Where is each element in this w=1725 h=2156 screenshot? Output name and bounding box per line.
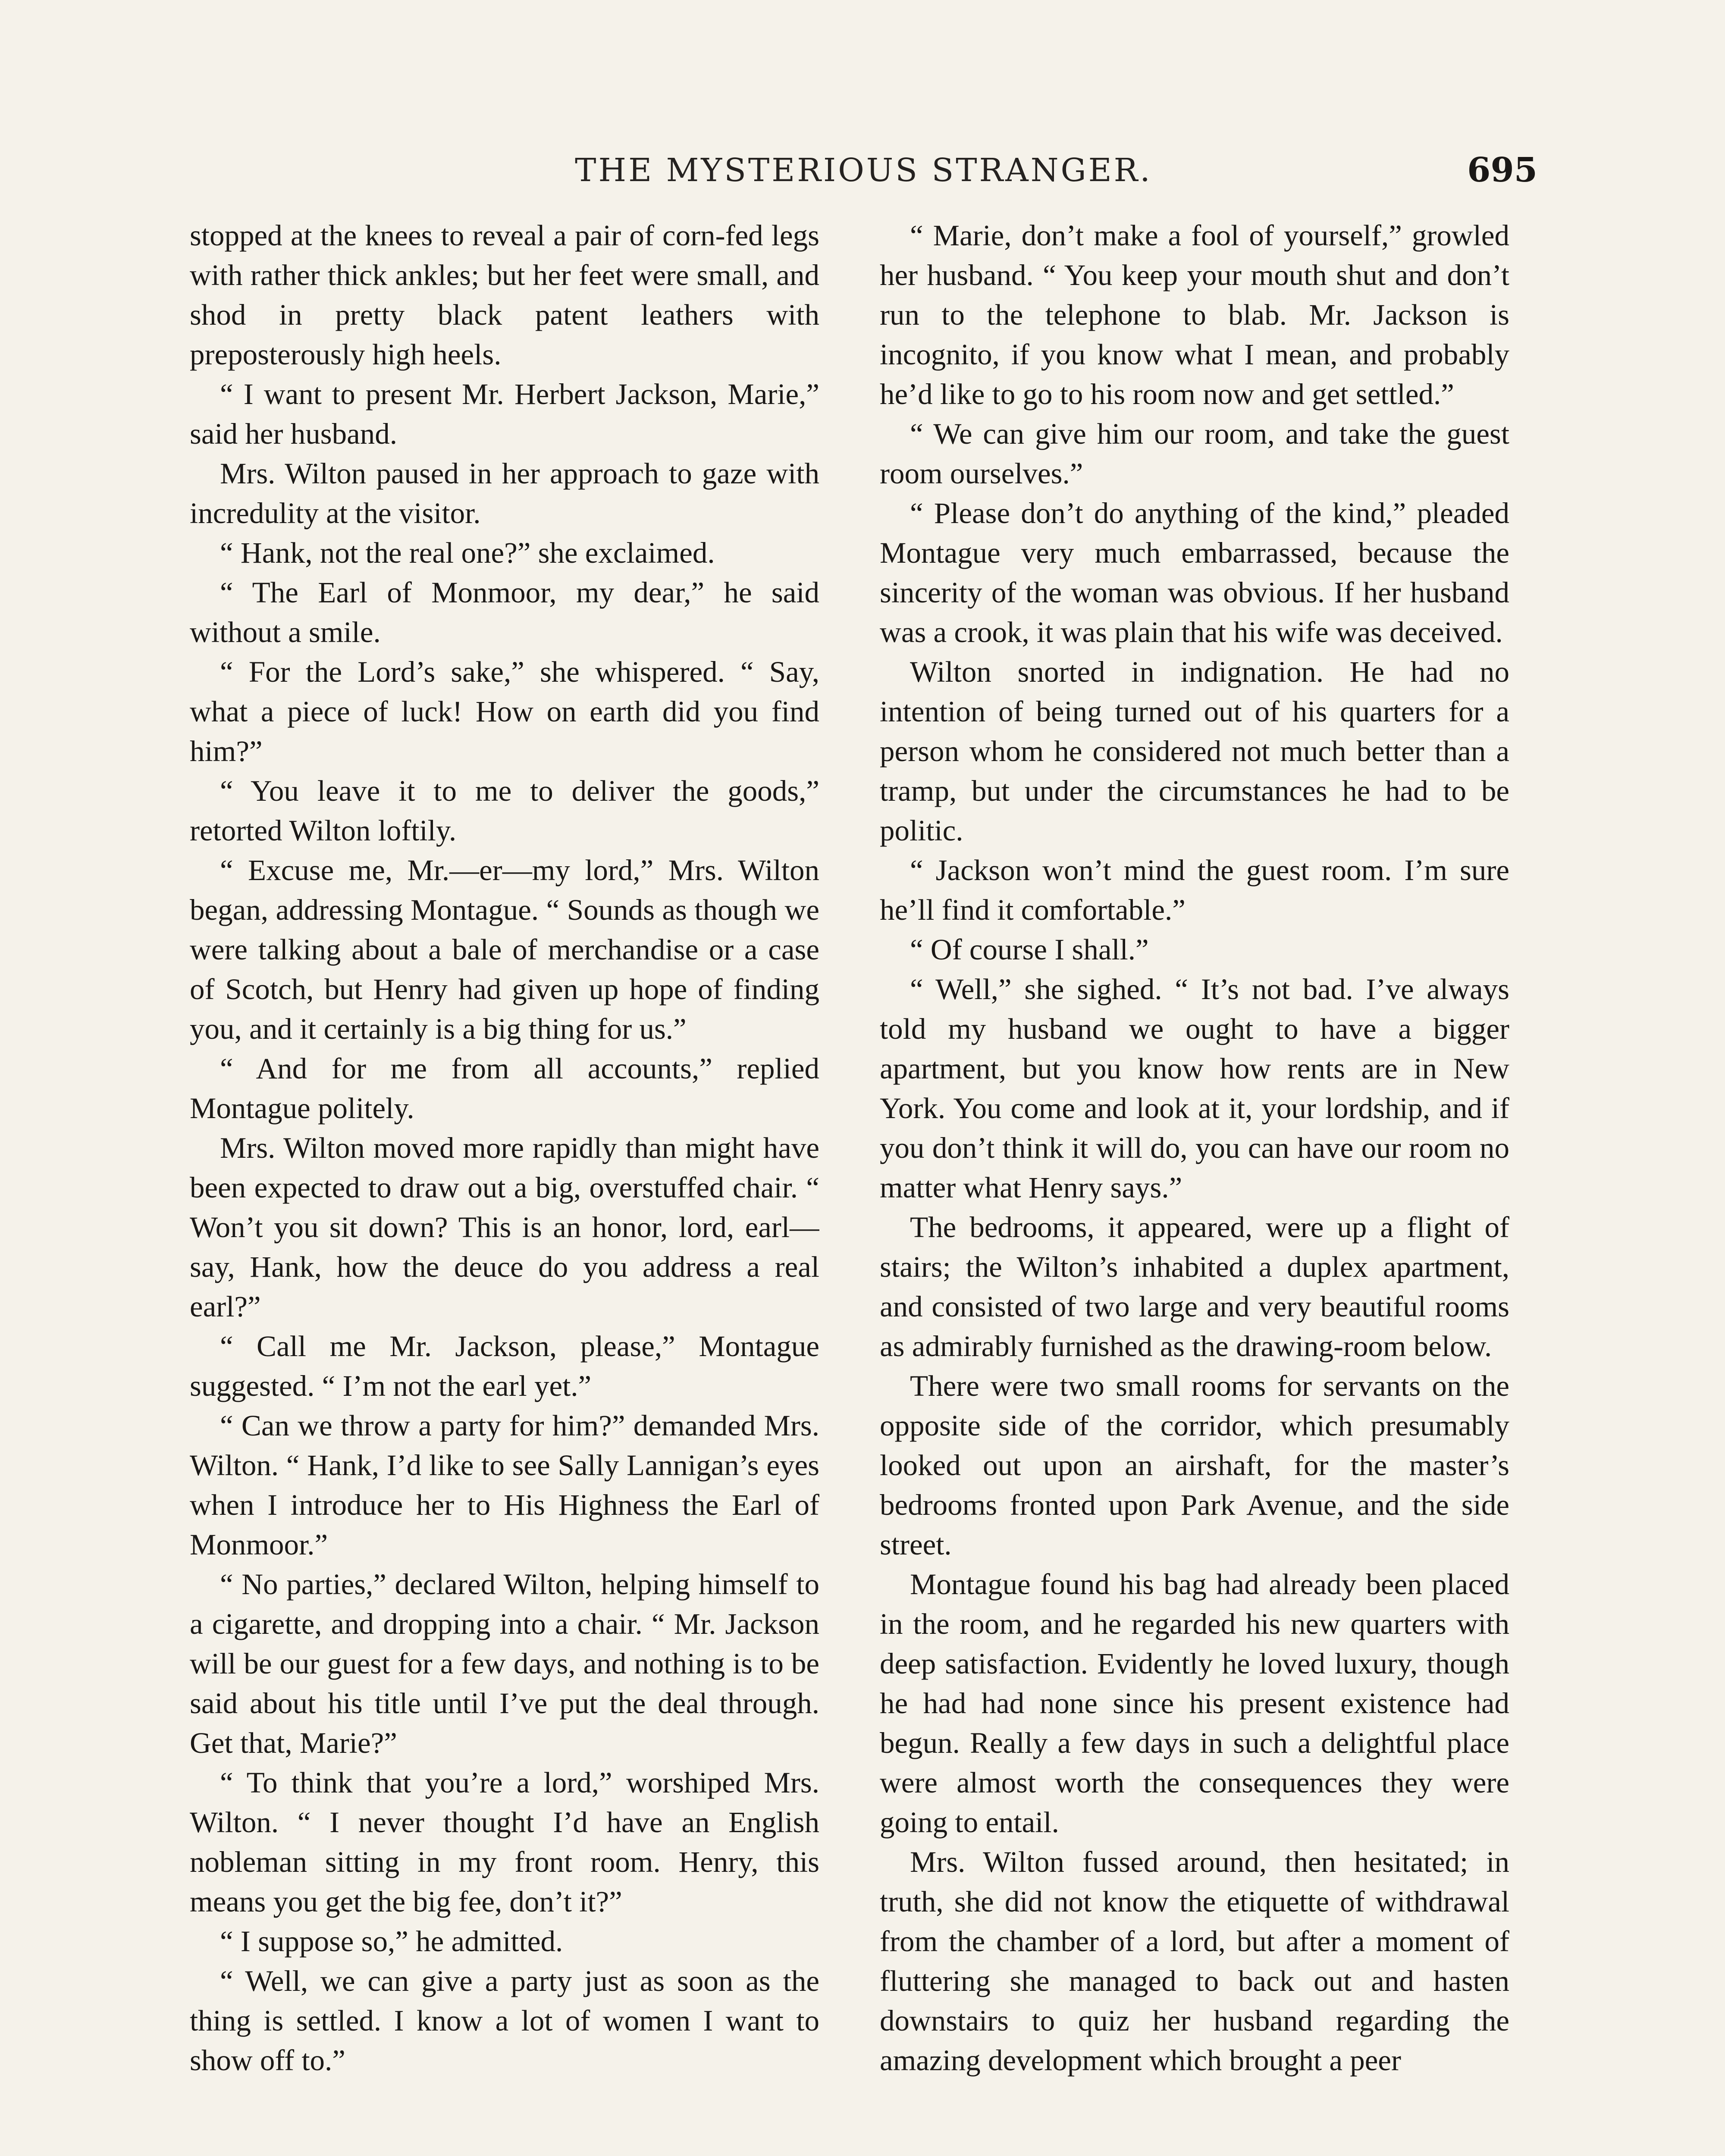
- page-header: [190, 144, 1537, 196]
- paragraph: “ Hank, not the real one?” she exclaimed.: [220, 536, 715, 569]
- paragraph: “ Of course I shall.”: [910, 933, 1149, 966]
- paragraph: “ Marie, don’t make a fool of yourself,” growled her husband. “ You keep your mouth shut and don’t run to the telephone to blab. Mr. Jackson is incognito, if you know what I mean, and probably he’d like to go to his room now and get settled.”: [880, 219, 1509, 411]
- page-number: 695: [1467, 150, 1537, 190]
- paragraph: “ Please don’t do anything of the kind,” pleaded Montague very much embarrassed, because the sincerity of the woman was obvious. If her husband was a crook, it was plain that his wife was deceived.: [880, 497, 1509, 649]
- paragraph: “ Excuse me, Mr.—er—my lord,” Mrs. Wilton began, addressing Montague. “ Sounds as though we were talking about a bale of merchandise or a case of Scotch, but Henry had given up hope of finding you, and it certainly is a big thing for us.”: [190, 854, 819, 1045]
- paragraph: Mrs. Wilton moved more rapidly than might have been expected to draw out a big, overstuffed chair. “ Won’t you sit down? This is an honor, lord, earl—say, Hank, how the deuce do you address a real earl?”: [190, 1131, 819, 1323]
- paragraph: Mrs. Wilton fussed around, then hesitated; in truth, she did not know the etiquette of withdrawal from the chamber of a lord, but after a moment of fluttering she managed to back out and hasten downstairs to quiz her husband regarding the amazing development which brought a peer: [880, 1846, 1509, 2077]
- paragraph: “ For the Lord’s sake,” she whispered. “ Say, what a piece of luck! How on earth did you find him?”: [190, 655, 819, 768]
- right-column: [880, 216, 1509, 2156]
- paragraph: The bedrooms, it appeared, were up a flight of stairs; the Wilton’s inhabited a duplex apartment, and consisted of two large and very beautiful rooms as admirably furnished as the drawing-room below.: [880, 1211, 1509, 1363]
- paragraph: “ Can we throw a party for him?” demanded Mrs. Wilton. “ Hank, I’d like to see Sally Lannigan’s eyes when I introduce her to His Highness the Earl of Monmoor.”: [190, 1409, 819, 1561]
- paragraph: “ To think that you’re a lord,” worshiped Mrs. Wilton. “ I never thought I’d have an English nobleman sitting in my front room. Henry, this means you get the big fee, don’t it?”: [190, 1766, 819, 1918]
- paragraph: “ And for me from all accounts,” replied Montague politely.: [190, 1052, 819, 1125]
- paragraph: “ We can give him our room, and take the guest room ourselves.”: [880, 417, 1509, 490]
- paragraph: “ Well,” she sighed. “ It’s not bad. I’ve always told my husband we ought to have a bigger apartment, but you know how rents are in New York. You come and look at it, your lordship, and if you don’t think it will do, you can have our room no matter what Henry says.”: [880, 973, 1509, 1204]
- left-column: [190, 216, 819, 2156]
- paragraph: Wilton snorted in indignation. He had no intention of being turned out of his quarters for a person whom he considered not much better than a tramp, but under the circumstances he had to be politic.: [880, 655, 1509, 847]
- paragraph: “ Call me Mr. Jackson, please,” Montague suggested. “ I’m not the earl yet.”: [190, 1330, 819, 1402]
- paragraph: “ No parties,” declared Wilton, helping himself to a cigarette, and dropping into a chair. “ Mr. Jackson will be our guest for a few days, and nothing is to be said about his title until I’ve put the deal through. Get that, Marie?”: [190, 1568, 819, 1759]
- paragraph: “ Jackson won’t mind the guest room. I’m sure he’ll find it comfortable.”: [880, 854, 1509, 926]
- paragraph: Mrs. Wilton paused in her approach to gaze with incredulity at the visitor.: [190, 457, 819, 530]
- paragraph: “ You leave it to me to deliver the goods,” retorted Wilton loftily.: [190, 774, 819, 847]
- paragraph: “ I suppose so,” he admitted.: [220, 1925, 563, 1958]
- paragraph: “ I want to present Mr. Herbert Jackson, Marie,” said her husband.: [190, 378, 819, 450]
- paragraph: stopped at the knees to reveal a pair of corn-fed legs with rather thick ankles; but her feet were small, and shod in pretty black patent leathers with preposterously high heels.: [190, 219, 819, 371]
- paragraph: There were two small rooms for servants on the opposite side of the corridor, which presumably looked out upon an airshaft, for the master’s bedrooms fronted upon Park Avenue, and the side street.: [880, 1369, 1509, 1561]
- paragraph: “ The Earl of Monmoor, my dear,” he said without a smile.: [190, 576, 819, 649]
- running-title: THE MYSTERIOUS STRANGER.: [575, 152, 1152, 189]
- paragraph: Montague found his bag had already been placed in the room, and he regarded his new quarters with deep satisfaction. Evidently he loved luxury, though he had had none since his present existence had begun. Really a few days in such a delightful place were almost worth the consequences they were going to entail.: [880, 1568, 1509, 1839]
- paragraph: “ Well, we can give a party just as soon as the thing is settled. I know a lot of women I want to show off to.”: [190, 1965, 819, 2077]
